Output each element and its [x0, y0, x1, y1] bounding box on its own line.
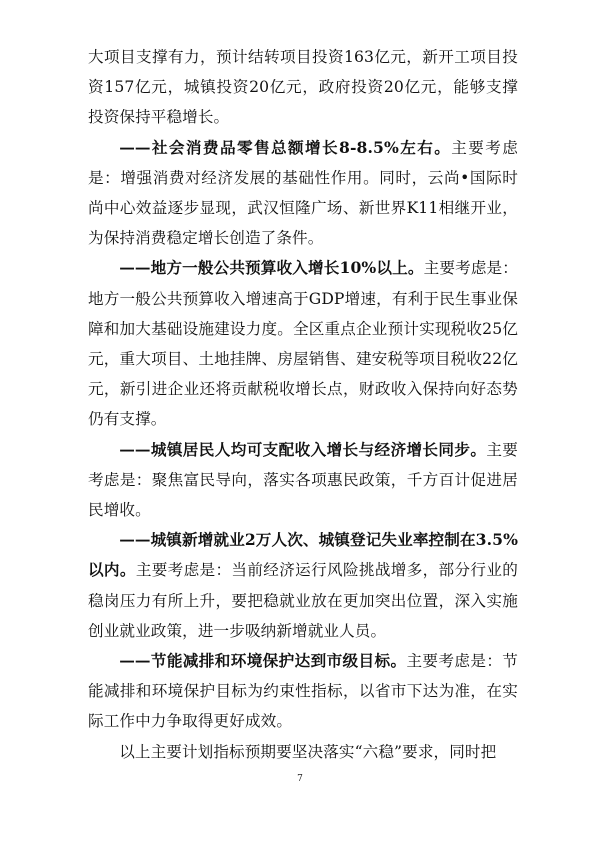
paragraph-lead: ——节能减排和环境保护达到市级目标。: [119, 651, 407, 671]
paragraph-investment-continued: [88, 42, 518, 133]
paragraph-body: 主要考虑是：地方一般公共预算收入增速高于GDP增速，有利于民生事业保障和加大基础设施建设力度。全区重点企业预计实现税收25亿元，重大项目、土地挂牌、房屋销售、建安税等项目税收22亿元，新引进企业还将贡献税收增长点，财政收入保持向好态势仍有支撑。: [88, 259, 518, 429]
paragraph-body: 主要考虑是：增强消费对经济发展的基础性作用。同时，云尚•国际时尚中心效益逐步显现，武汉恒隆广场、新世界K11相继开业，为保持消费稳定增长创造了条件。: [88, 138, 518, 248]
paragraph-resident-income: [88, 435, 518, 526]
paragraph-body: 主要考虑是：当前经济运行风险挑战增多，部分行业的稳岗压力有所上升，要把稳就业放在更加突出位置，深入实施创业就业政策，进一步吸纳新增就业人员。: [88, 561, 518, 640]
paragraph-body: 大项目支撑有力，预计结转项目投资163亿元，新开工项目投资157亿元，城镇投资20亿元，政府投资20亿元，能够支撑投资保持平稳增长。: [88, 48, 518, 127]
paragraph-lead: ——地方一般公共预算收入增长10%以上。: [119, 258, 424, 278]
body-text: [88, 42, 518, 767]
paragraph-summary: [88, 737, 518, 767]
paragraph-lead: ——城镇居民人均可支配收入增长与经济增长同步。: [119, 439, 487, 459]
page-number: 7: [297, 774, 303, 784]
paragraph-lead: ——社会消费品零售总额增长8-8.5%左右。: [119, 137, 452, 157]
paragraph-retail-sales: [88, 133, 518, 254]
paragraph-body: 主要考虑是：节能减排和环境保护目标为约束性指标，以省市下达为准，在实际工作中力争取得更好成效。: [88, 652, 518, 731]
paragraph-employment: [88, 525, 518, 646]
paragraph-body: 以上主要计划指标预期要坚决落实“六稳”要求，同时把: [119, 742, 497, 761]
paragraph-lead: ——城镇新增就业2万人次、城镇登记失业率控制在3.5%以内。: [88, 530, 518, 580]
paragraph-body: 主要考虑是：聚焦富民导向，落实各项惠民政策，千方百计促进居民增收。: [88, 440, 518, 520]
paragraph-energy-environment: [88, 646, 518, 737]
paragraph-public-revenue: [88, 253, 518, 434]
